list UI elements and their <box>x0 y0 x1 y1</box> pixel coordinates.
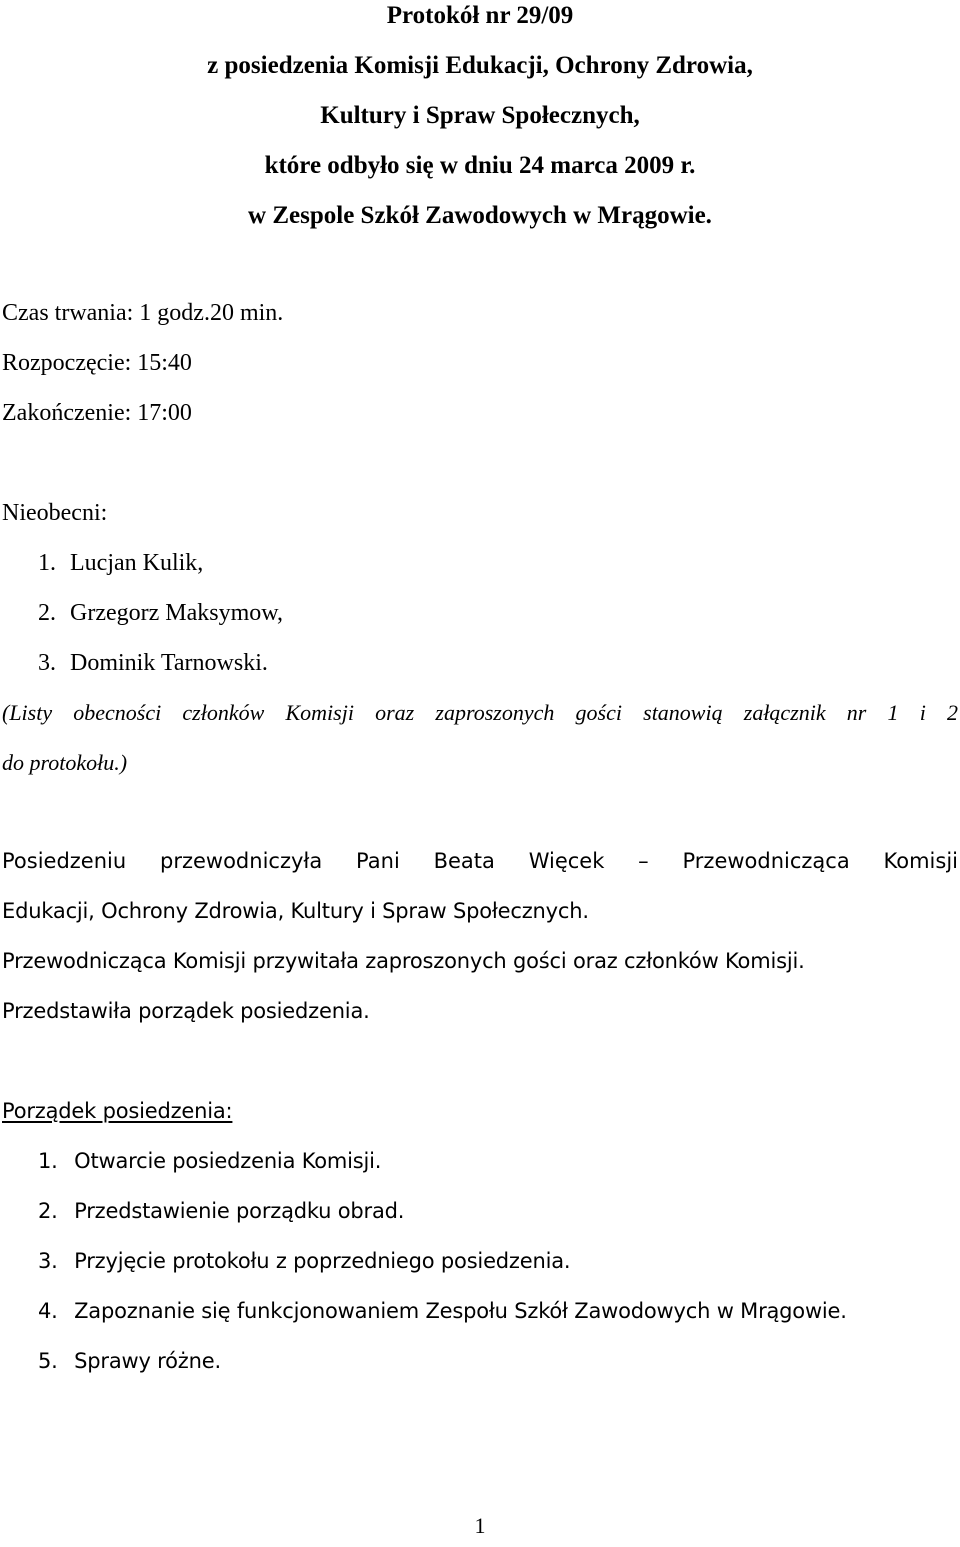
agenda-heading: Porządek posiedzenia: <box>2 1099 233 1123</box>
attendance-note-line-2: do protokołu.) <box>2 750 128 775</box>
agenda-item-text: Otwarcie posiedzenia Komisji. <box>74 1149 382 1173</box>
agenda-item-text: Przedstawienie porządku obrad. <box>74 1199 405 1223</box>
title-line-5: w Zespole Szkół Zawodowych w Mrągowie. <box>248 202 712 229</box>
absent-item <box>38 598 283 628</box>
title-line-2: z posiedzenia Komisji Edukacji, Ochrony Zdrowia, <box>207 52 753 79</box>
title-line-3: Kultury i Spraw Społecznych, <box>320 102 640 129</box>
welcome-paragraph: Przewodnicząca Komisji przywitała zaproszonych gości oraz członków Komisji. <box>2 949 805 973</box>
agenda-item-text: Sprawy różne. <box>74 1349 221 1373</box>
agenda-item-number: 1. <box>38 1149 58 1173</box>
start-time-text: Rozpoczęcie: 15:40 <box>2 350 192 376</box>
agenda-item-number: 5. <box>38 1349 58 1373</box>
absent-item-number: 1. <box>38 550 56 576</box>
agenda-item <box>38 1296 847 1326</box>
absent-item-name: Lucjan Kulik, <box>70 550 204 576</box>
agenda-intro-paragraph: Przedstawiła porządek posiedzenia. <box>2 999 370 1023</box>
agenda-item <box>38 1196 404 1226</box>
agenda-item-text: Zapoznanie się funkcjonowaniem Zespołu Szkół Zawodowych w Mrągowie. <box>74 1299 847 1323</box>
agenda-item <box>38 1246 570 1276</box>
duration-text: Czas trwania: 1 godz.20 min. <box>2 300 284 326</box>
absent-item-number: 3. <box>38 650 56 676</box>
page-number: 1 <box>474 1513 486 1538</box>
title-line-1: Protokół nr 29/09 <box>386 2 574 29</box>
agenda-item <box>38 1146 381 1176</box>
absent-item-name: Grzegorz Maksymow, <box>70 600 284 626</box>
attendance-note-line-1: (Listy obecności członków Komisji oraz zaproszonych gości stanowią załącznik nr 1 i 2 <box>2 700 958 725</box>
agenda-item-number: 4. <box>38 1299 58 1323</box>
chair-paragraph-line-2: Edukacji, Ochrony Zdrowia, Kultury i Spraw Społecznych. <box>2 899 589 923</box>
agenda-item <box>38 1346 221 1376</box>
absent-label: Nieobecni: <box>2 500 108 526</box>
absent-item <box>38 648 268 678</box>
agenda-item-number: 2. <box>38 1199 58 1223</box>
agenda-item-number: 3. <box>38 1249 58 1273</box>
protocol-title <box>0 0 960 252</box>
chair-paragraph-line-1: Posiedzeniu przewodniczyła Pani Beata Więcek – Przewodnicząca Komisji <box>2 849 958 873</box>
agenda-item-text: Przyjęcie protokołu z poprzedniego posiedzenia. <box>74 1249 571 1273</box>
absent-item-name: Dominik Tarnowski. <box>70 650 268 676</box>
absent-item <box>38 548 203 578</box>
title-line-4: które odbyło się w dniu 24 marca 2009 r. <box>264 152 696 179</box>
end-time-text: Zakończenie: 17:00 <box>2 400 192 426</box>
absent-item-number: 2. <box>38 600 56 626</box>
